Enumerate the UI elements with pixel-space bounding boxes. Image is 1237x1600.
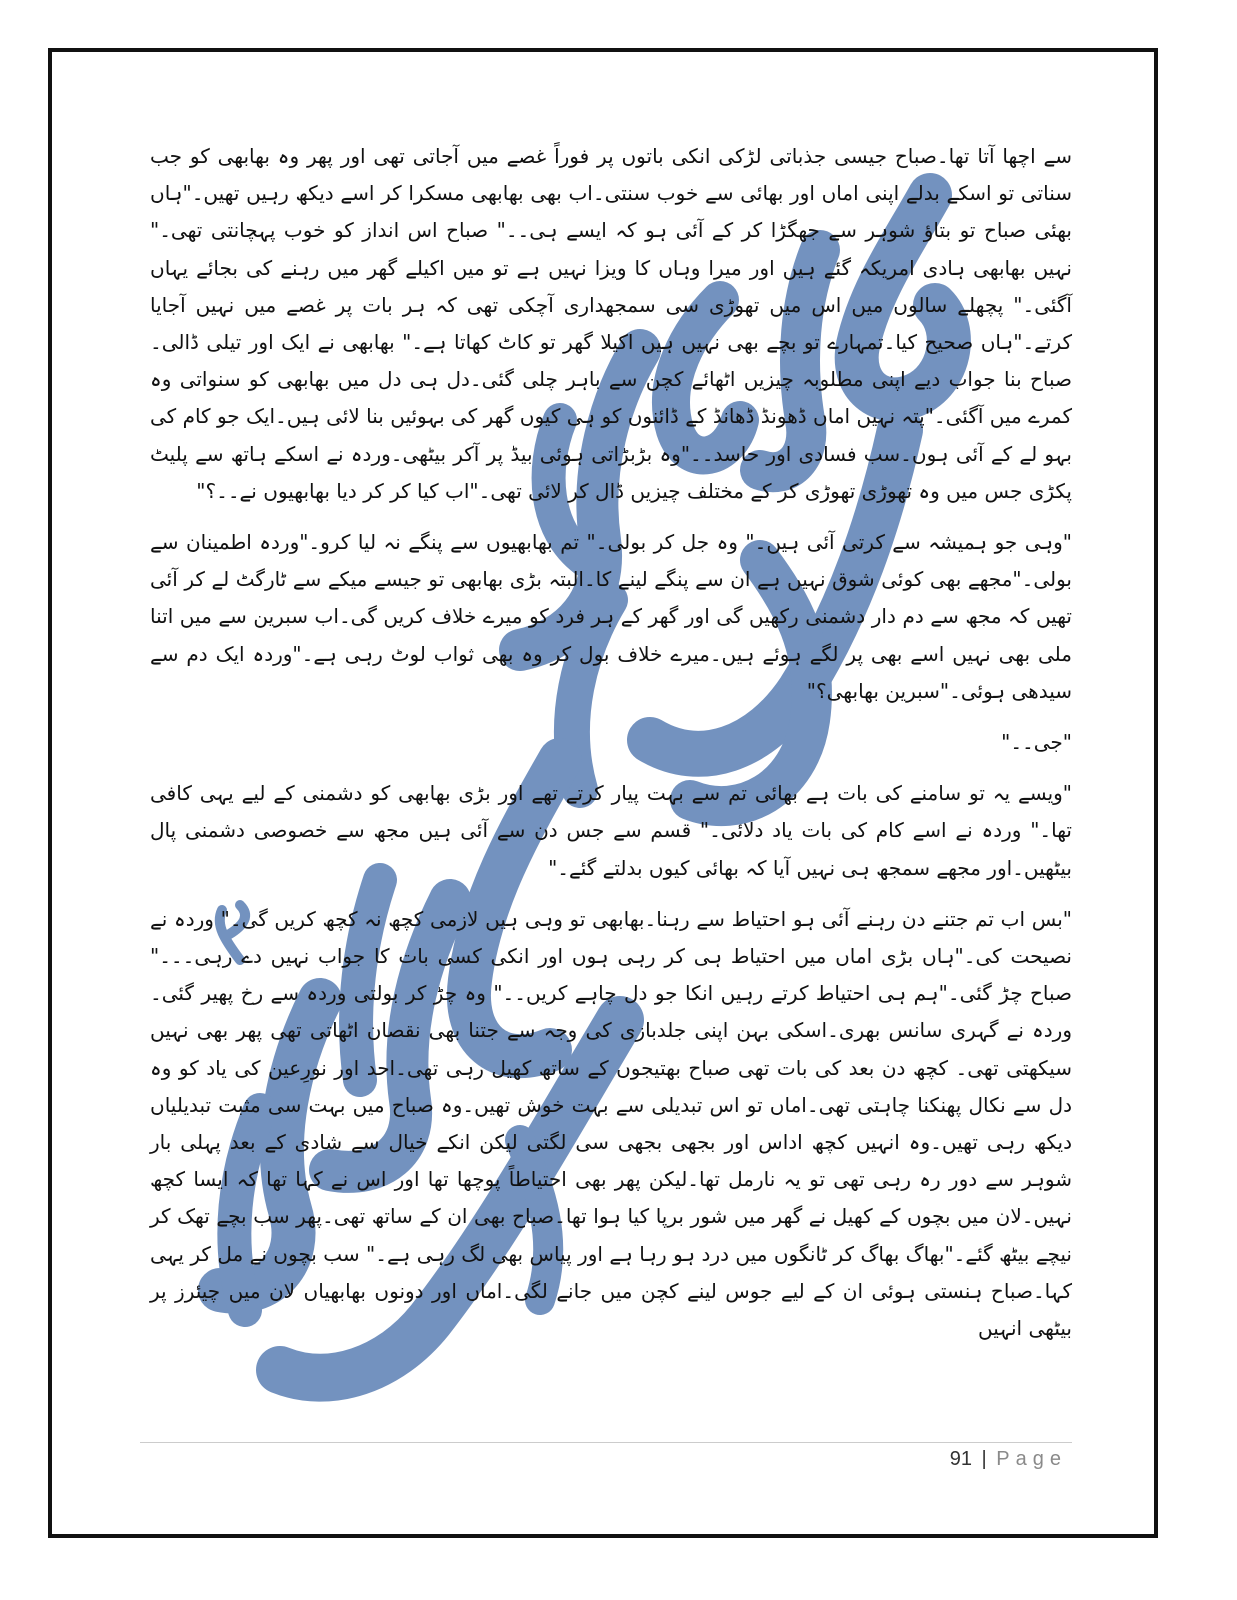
footer-separator: | (981, 1448, 987, 1470)
paragraph-5: "بس اب تم جتنے دن رہنے آئی ہو احتیاط سے رہنا۔بھابھی تو وہی ہیں لازمی کچھ نہ کچھ کریں گی۔" وردہ نے نصیحت کی۔"ہاں بڑی اماں میں احتیاط ہی کر رہی ہوں اور انکی کسی بات کا جواب نہیں دے رہی۔۔۔" صباح چڑ گئی۔"ہم ہی احتیاط کرتے رہیں انکا جو دل چاہے کریں۔۔" وہ چڑ کر بولتی وردہ سے رخ پھیر گئی۔وردہ نے گہری سانس بھری۔اسکی بہن اپنی جلدبازی کی وجہ سے جتنا بھی نقصان اٹھاتی تھی پھر بھی نہیں سیکھتی تھی۔ کچھ دن بعد کی بات تھی صباح بھتیجوں کے ساتھ کھیل رہی تھی۔احد اور نورِعین کی یاد کو وہ دل سے نکال پھنکنا چاہتی تھی۔اماں تو اس تبدیلی سے بہت خوش تھیں۔وہ صباح میں بہت سی مثبت تبدیلیاں دیکھ رہی تھیں۔وہ انہیں کچھ اداس اور بجھی بجھی سی لگتی لیکن انکے خیال سے شادی کے بعد پہلی بار شوہر سے دور رہ رہی تھی تو یہ نارمل تھا۔لیکن پھر بھی احتیاطاً پوچھا تھا اور اس نے کہا تھا کہ ایسا کچھ نہیں۔لان میں بچوں کے کھیل نے گھر میں شور برپا کیا ہوا تھا۔صباح بھی ان کے ساتھ تھی۔پھر سب بچے تھک کر نیچے بیٹھ گئے۔"بھاگ بھاگ کر ٹانگوں میں درد ہو رہا ہے اور پیاس بھی لگ رہی ہے۔" سب بچوں نے مل کر یہی کہا۔صباح ہنستی ہوئی ان کے لیے جوس لینے کچن میں جانے لگی۔اماں اور دونوں بھابھیاں لان میں چیئرز پر بیٹھی انہیں (150, 906, 1072, 1341)
paragraph-4: "ویسے یہ تو سامنے کی بات ہے بھائی تم سے بہت پیار کرتے تھے اور بڑی بھابھی کو دشمنی کے لیے یہی کافی تھا۔" وردہ نے اسے کام کی بات یاد دلائی۔" قسم سے جس دن سے آئی ہیں مجھ سے خصوصی دشمنی پال بیٹھیں۔اور مجھے سمجھ ہی نہیں آیا کہ بھائی کیوں بدلتے گئے۔" (150, 781, 1072, 880)
page-number: 91 (949, 1448, 972, 1470)
paragraph-2: "وہی جو ہمیشہ سے کرتی آئی ہیں۔" وہ جل کر بولی۔" تم بھابھیوں سے پنگے نہ لیا کرو۔"وردہ اطمینان سے بولی۔"مجھے بھی کوئی شوق نہیں ہے ان سے پنگے لینے کا۔البتہ بڑی بھابھی تو جیسے میکے سے ٹارگٹ لے کر آئی تھیں کہ مجھ سے دم دار دشمنی رکھیں گی اور گھر کے ہر فرد کو میرے خلاف کریں گی۔اب سبرین سے میں اتنا ملی بھی نہیں اسے بھی پر لگے ہوئے ہیں۔میرے خلاف بول کر وہ بھی ثواب لوٹ رہی ہے۔"وردہ ایک دم سے سیدھی ہوئی۔"سبرین بھابھی؟" (150, 530, 1072, 703)
paragraph-1: سے اچھا آتا تھا۔صباح جیسی جذباتی لڑکی انکی باتوں پر فوراً غصے میں آجاتی تھی اور پھر وہ بھابھی کو جب سناتی تو اسکے بدلے اپنی اماں اور بھائی سے خوب سنتی۔اب بھی بھابھی مسکرا کر اسے دیکھ رہیں تھیں۔"ہاں بھئی صباح تو بتاؤ شوہر سے جھگڑا کر کے آئی ہو کہ ایسے ہی۔۔" صباح اس انداز کو خوب پہچانتی تھی۔" نہیں بھابھی ہادی امریکہ گئے ہیں اور میرا وہاں کا ویزا نہیں ہے تو میں اکیلے گھر میں رہنے کی بجائے یہاں آگئی۔" پچھلے سالوں میں اس میں تھوڑی سی سمجھداری آچکی تھی کہ ہر بات پر غصے میں نہیں آجایا کرتے۔"ہاں صحیح کیا۔تمہارے تو بچے بھی نہیں ہیں اکیلا گھر تو کاٹ کھاتا ہے۔" بھابھی نے ایک اور تیلی ڈالی۔صباح بنا جواب دیے اپنی مطلوبہ چیزیں اٹھائے کچن سے باہر چلی گئی۔دل ہی دل میں بھابھی کو سنواتی وہ کمرے میں آگئی۔"پتہ نہیں اماں ڈھونڈ ڈھانڈ کے ڈائنوں کو ہی کیوں گھر کی بہوئیں بنا لائی ہیں۔ایک جو کام کی بہو لے کے آئی ہوں۔سب فسادی اور حاسد۔۔"وہ بڑبڑاتی ہوئی بیڈ پر آکر بیٹھی۔وردہ نے اسکے ہاتھ سے پلیٹ پکڑی جس میں وہ تھوڑی تھوڑی کر کے مختلف چیزیں ڈال کر لائی تھی۔"اب کیا کر کر دیا بھابھیوں نے۔۔؟" (150, 144, 1072, 503)
paragraph-3: "جی۔۔" (1001, 730, 1072, 755)
page-label: Page (996, 1448, 1067, 1470)
page-footer (950, 1448, 1067, 1471)
document-body (150, 138, 1072, 1347)
footer-divider (140, 1442, 1072, 1443)
